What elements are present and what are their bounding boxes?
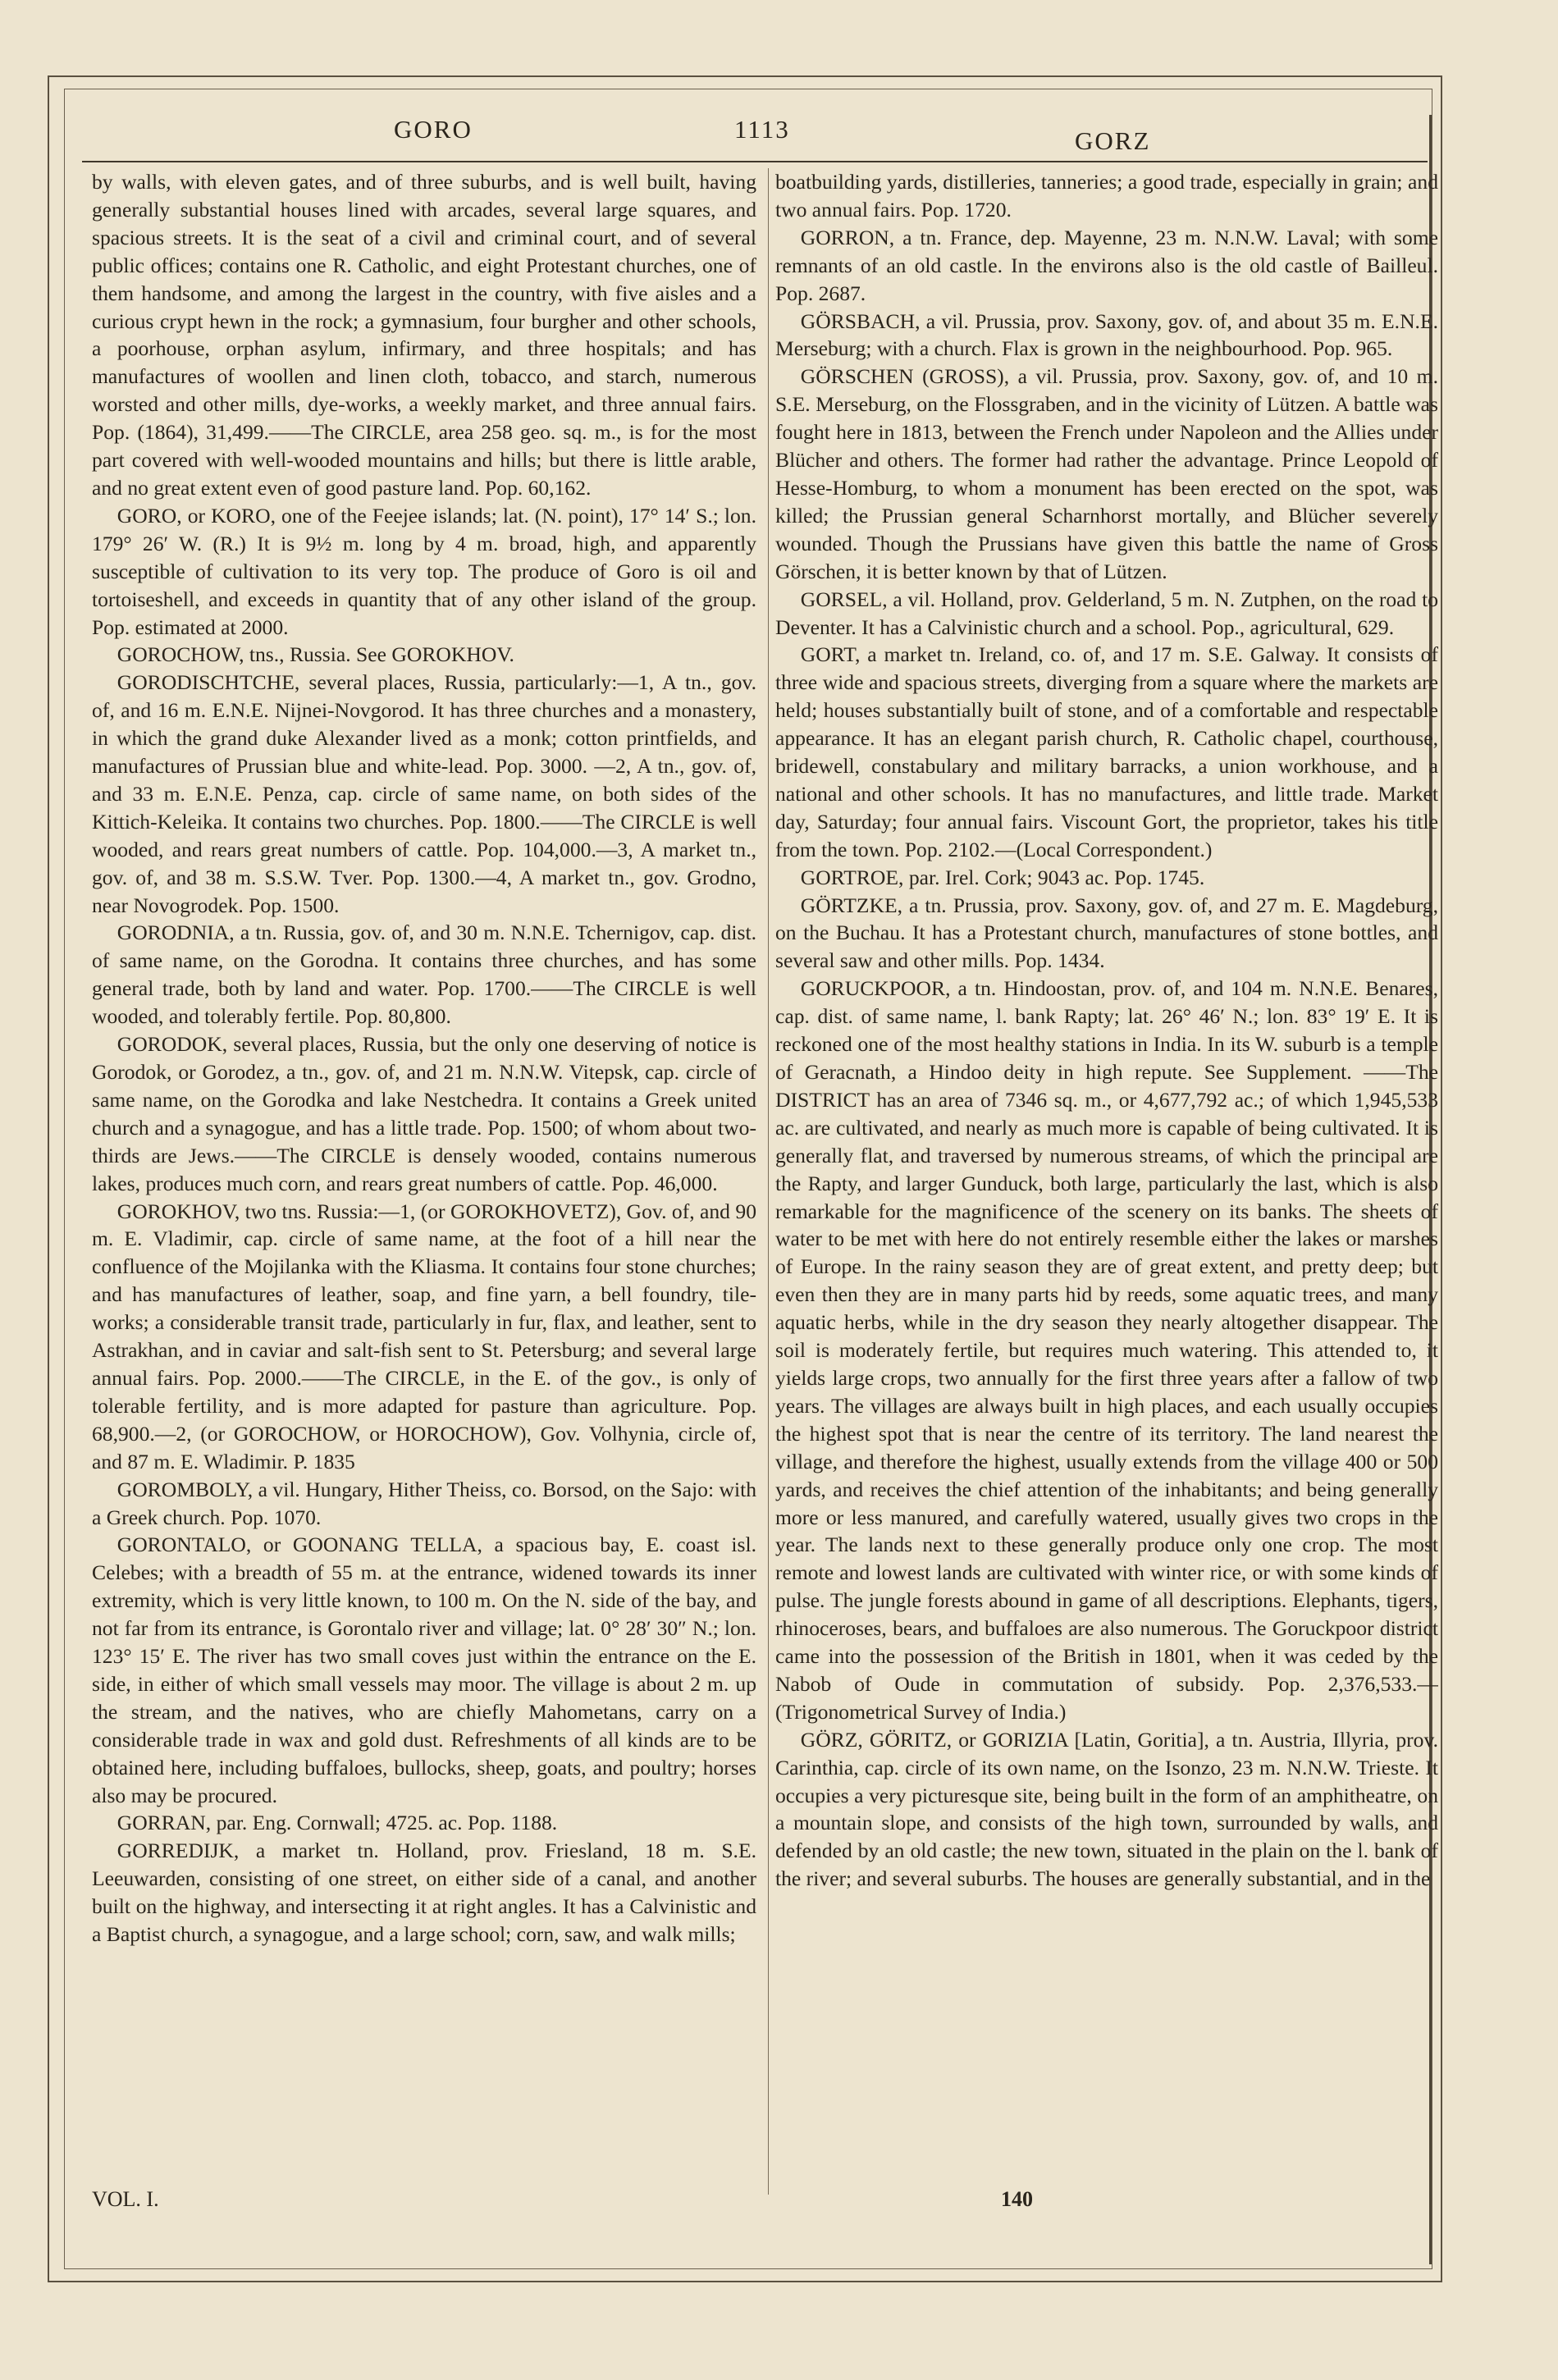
entry-gorz: GÖRZ, GÖRITZ, or GORIZIA [Latin, Goritia], a tn. Austria, Illyria, prov. Carinthia, cap. circle of its own name, on the Isonzo, 23 m. N.N.W. Trieste. It occupies a very picturesque site, being built in the form of an amphitheatre, on a mountain slope, and consists of the high town, surrounded by walls, and defended by an old castle; the new town, situated in the plain on the l. bank of the river; and several suburbs. The houses are generally substantial, and in the [775,1727,1438,1891]
entry-gorran: GORRAN, par. Eng. Cornwall; 4725. ac. Pop. 1188. [117,1811,558,1835]
entry-gortroe: GORTROE, par. Irel. Cork; 9043 ac. Pop. 1745. [800,865,1205,889]
entry-paragraph: by walls, with eleven gates, and of three suburbs, and is well built, having generally substantial houses lined with arcades, several large squares, and spacious streets. It is the seat of a civil and criminal court, and of several public offices; contains one R. Catholic, and eight Protestant churches, one of them handsome, and among the largest in the country, with five aisles and a curious crypt hewn in the rock; a gymnasium, four burgher and other schools, a poorhouse, orphan asylum, infirmary, and three hospitals; and has manufactures of woollen and linen cloth, tobacco, and starch, numerous worsted and other mills, dye-works, a weekly market, and three annual fairs. Pop. (1864), 31,499.——The CIRCLE, area 258 geo. sq. m., is for the most part covered with well-wooded mountains and hills; but there is little arable, and no great extent even of good pasture land. Pop. 60,162. [92,170,756,500]
running-head-right: GORZ [1075,126,1151,155]
entry-gorombloy: GOROMBOLY, a vil. Hungary, Hither Theiss, co. Borsod, on the Sajo: with a Greek church. Pop. 1070. [92,1477,756,1529]
entry-gorron: GORRON, a tn. France, dep. Mayenne, 23 m. N.N.W. Laval; with some remnants of an old castle. In the environs also is the old castle of Bailleul. Pop. 2687. [775,225,1438,305]
page-footer [92,2187,1437,2220]
entry-gorodnia: GORODNIA, a tn. Russia, gov. of, and 30 m. N.N.E. Tchernigov, cap. dist. of same name, on the Gorodna. It contains three churches, and has some general trade, both by land and water. Pop. 1700.——The CIRCLE is well wooded, and tolerably fertile. Pop. 80,800. [92,920,756,1029]
entry-gorontalo: GORONTALO, or GOONANG TELLA, a spacious bay, E. coast isl. Celebes; with a breadth of 55 m. at the entrance, widened towards its inner extremity, which is very little known, to 100 m. On the N. side of the bay, and not far from its entrance, is Gorontalo river and village; lat. 0° 28′ 30″ N.; lon. 123° 15′ E. The river has two small coves just within the entrance on the E. side, in either of which small vessels may moor. The village is about 2 m. up the stream, and the natives, who are chiefly Mahometans, carry on a considerable trade in wax and gold dust. Refreshments of all kinds are to be obtained here, including buffaloes, bullocks, sheep, goats, and poultry; horses also may be procured. [92,1533,756,1807]
right-column [775,168,1438,2096]
entry-goro: GORO, or KORO, one of the Feejee islands; lat. (N. point), 17° 14′ S.; lon. 179° 26′ W. (R.) It is 9½ m. long by 4 m. broad, high, and apparently susceptible of cultivation to its very top. The produce of Goro is oil and tortoiseshell, and exceeds in quantity that of any other island of the group. Pop. estimated at 2000. [92,503,756,639]
entry-gorodok: GORODOK, several places, Russia, but the only one deserving of notice is Gorodok, or Gorodez, a tn., gov. of, and 21 m. N.N.W. Vitepsk, cap. circle of same name, on the Gorodka and lake Nestchedra. It contains a Greek united church and a synagogue, and has a little trade. Pop. 1500; of whom about two-thirds are Jews.——The CIRCLE is densely wooded, contains numerous lakes, produces much corn, and rears great numbers of cattle. Pop. 46,000. [92,1032,756,1195]
entry-gorschen: GÖRSCHEN (GROSS), a vil. Prussia, prov. Saxony, gov. of, and 10 m. S.E. Merseburg, on the Flossgraben, and in the vicinity of Lützen. A battle was fought here in 1813, between the French under Napoleon and the Allies under Blücher and others. The former had rather the advantage. Prince Leopold of Hesse-Homburg, to whom a monument has been erected on the spot, was killed; the Prussian general Scharnhorst mortally, and Blücher severely wounded. Though the Prussians have given this battle the name of Gross Görschen, it is better known by that of Lützen. [775,364,1438,583]
signature-mark: 140 [1001,2187,1033,2211]
volume-label: VOL. I. [92,2187,159,2211]
left-column [92,168,756,2096]
entry-gorsel: GORSEL, a vil. Holland, prov. Gelderland, 5 m. N. Zutphen, on the road to Deventer. It has a Calvinistic church and a school. Pop., agricultural, 629. [775,587,1438,639]
entry-gorredijk: GORREDIJK, a market tn. Holland, prov. Friesland, 18 m. S.E. Leeuwarden, consisting of one street, on either side of a canal, and another built on the highway, and intersecting it at right angles. It has a Calvinistic and a Baptist church, a synagogue, and a large school; corn, saw, and walk mills; [92,1839,756,1947]
entry-gorodischtche: GORODISCHTCHE, several places, Russia, particularly:—1, A tn., gov. of, and 16 m. E.N.E. Nijnei-Novgorod. It has three churches and a monastery, in which the grand duke Alexander lived as a monk; cotton printfields, and manufactures of Prussian blue and white-lead. Pop. 3000. —2, A tn., gov. of, and 33 m. E.N.E. Penza, cap. circle of same name, on both sides of the Kittich-Keleika. It contains two churches. Pop. 1800.——The CIRCLE is well wooded, and rears great numbers of cattle. Pop. 104,000.—3, A market tn., gov. of, and 38 m. S.S.W. Tver. Pop. 1300.—4, A market tn., gov. Grodno, near Novogrodek. Pop. 1500. [92,670,756,917]
entry-goruckpoor: GORUCKPOOR, a tn. Hindoostan, prov. of, and 104 m. N.N.E. Benares, cap. dist. of same name, l. bank Rapty; lat. 26° 46′ N.; lon. 83° 19′ E. It is reckoned one of the most healthy stations in India. In its W. suburb is a temple of Geracnath, a Hindoo deity in high repute. See Supplement. ——The DISTRICT has an area of 7346 sq. m., or 4,677,792 ac.; of which 1,945,533 ac. are cultivated, and nearly as much more is capable of being cultivated. It is generally flat, and traversed by numerous streams, of which the principal are the Rapty, and larger Gunduck, both large, particularly the last, which is also remarkable for the magnificence of the scenery on its banks. The sheets of water to be met with here do not entirely resemble either the lakes or marshes of Europe. In the rainy season they are of great extent, and pretty deep; but even then they are in many parts hid by reeds, some aquatic trees, and many aquatic herbs, while in the dry season they nearly altogether disappear. The soil is moderately fertile, but requires much watering. This attended to, it yields large crops, two annually for the first three years after a fallow of two years. The villages are always built in high places, and each usually occupies the highest spot that is near the centre of its territory. The land nearest the village, and therefore the highest, usually extends from the village 400 or 500 yards, and receives the chief attention of the inhabitants; and being generally more or less manured, and carefully watered, usually gives two crops in the year. The lands next to these generally produce only one crop. The most remote and lowest lands are cultivated with winter rice, or with some kinds of pulse. The jungle forests abound in game of all descriptions. Elephants, tigers, rhinoceroses, bears, and buffaloes are also numerous. The Goruckpoor district came into the possession of the British in 1801, when it was ceded by the Nabob of Oude in commutation of subsidy. Pop. 2,376,533.—(Trigonometrical Survey of India.) [775,976,1438,1724]
entry-gorochow: GOROCHOW, tns., Russia. See GOROKHOV. [117,642,514,667]
entry-gorokhov: GOROKHOV, two tns. Russia:—1, (or GOROKHOVETZ), Gov. of, and 90 m. E. Vladimir, cap. circle of same name, at the foot of a hill near the confluence of the Mojilanka with the Kliasma. It contains four stone churches; and has manufactures of leather, soap, and fine yarn, a bell foundry, tile-works; a considerable transit trade, particularly in fur, flax, and leather, sent to Astrakhan, and in caviar and salt-fish sent to St. Petersburg; and several large annual fairs. Pop. 2000.——The CIRCLE, in the E. of the gov., is only of tolerable fertility, and is more adapted for pasture than agriculture. Pop. 68,900.—2, (or GOROCHOW, or HOROCHOW), Gov. Volhynia, circle of, and 87 m. E. Wladimir. P. 1835 [92,1199,756,1473]
page-number: 1113 [734,115,790,144]
entry-paragraph: boatbuilding yards, distilleries, tanneries; a good trade, especially in grain; and two annual fairs. Pop. 1720. [775,170,1438,222]
running-head-left: GORO [394,115,473,144]
header-rule [82,161,1428,162]
column-divider [768,168,769,2195]
entry-gorsbach: GÖRSBACH, a vil. Prussia, prov. Saxony, gov. of, and about 35 m. E.N.E. Merseburg; with a church. Flax is grown in the neighbourhood. Pop. 965. [775,308,1438,361]
running-head [82,115,1428,164]
entry-gortzke: GÖRTZKE, a tn. Prussia, prov. Saxony, gov. of, and 27 m. E. Magdeburg, on the Buchau. It has a Protestant church, manufactures of stone bottles, and several saw and other mills. Pop. 1434. [775,893,1438,973]
entry-gort: GORT, a market tn. Ireland, co. of, and 17 m. S.E. Galway. It consists of three wide and spacious streets, diverging from a square where the markets are held; houses substantially built of stone, and of a comfortable and respectable appearance. It has an elegant parish church, R. Catholic chapel, courthouse, bridewell, constabulary and military barracks, a union workhouse, and a national and other schools. It has no manufactures, and little trade. Market day, Saturday; four annual fairs. Viscount Gort, the proprietor, takes his title from the town. Pop. 2102.—(Local Correspondent.) [775,642,1438,861]
